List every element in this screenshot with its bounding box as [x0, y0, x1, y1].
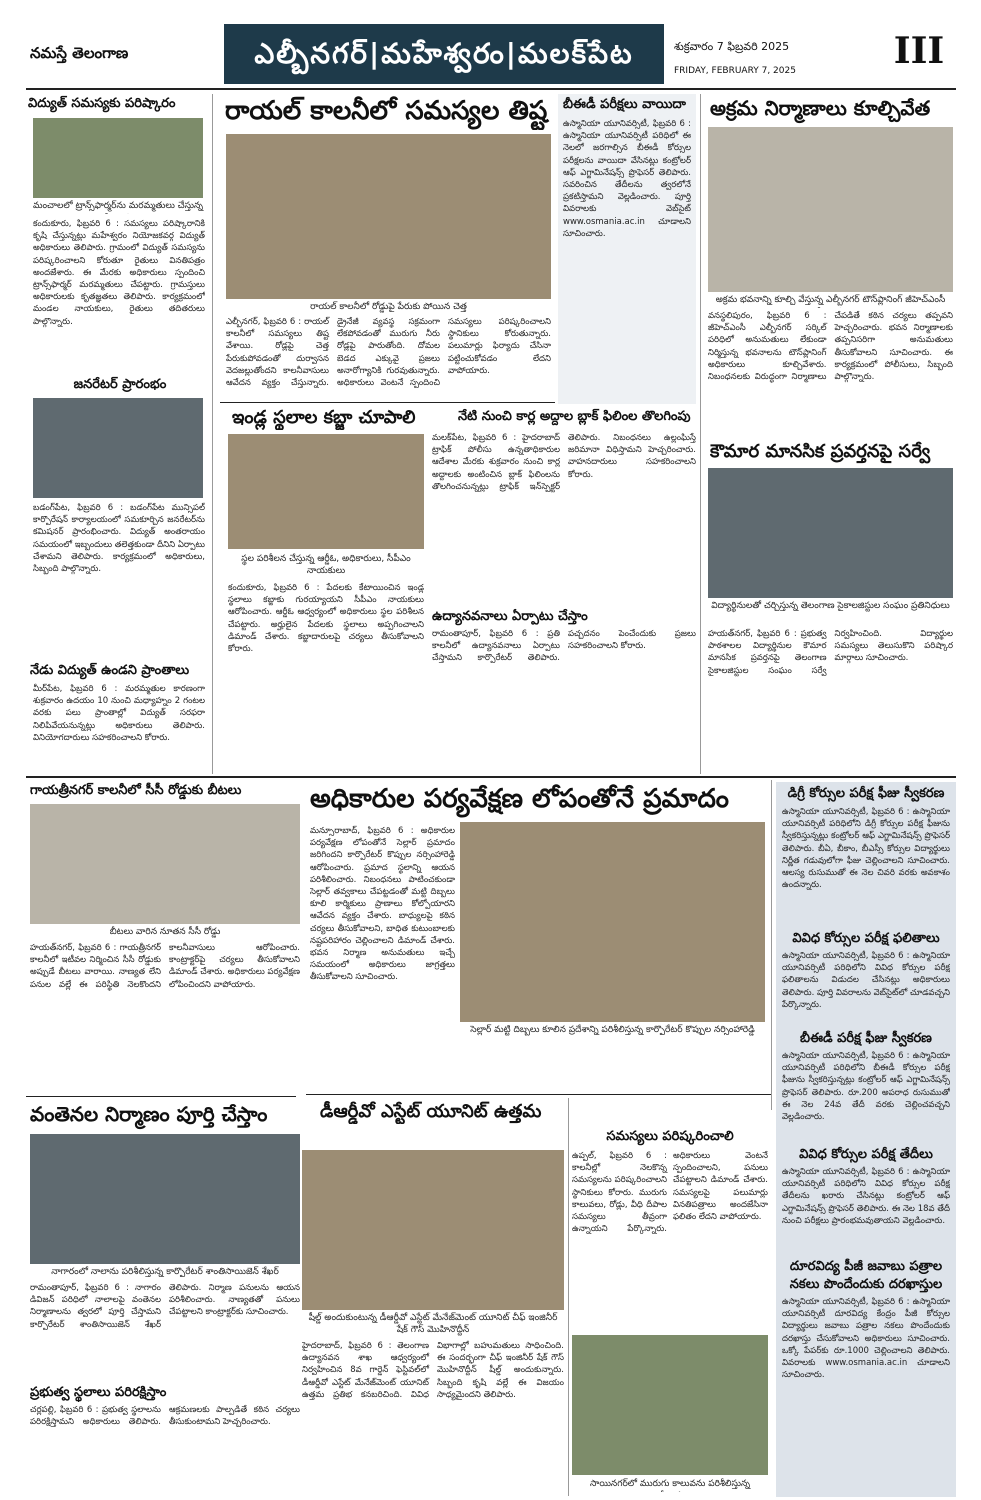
- headline-answer-copies: దూరవిద్య పీజీ జవాబు పత్రాల నకలు పొందేందుకు దరఖాస్తుల: [789, 1259, 943, 1292]
- article-drdo: హైదరాబాద్, ఫిబ్రవరి 6 : తెలంగాణ ఉద్యానవన శాఖ ఆధ్వర్యంలో నిర్వహించిన 8వ గార్డెన్ ఫెస్టివల్‌లో డీఆర్డీవో ఎస్టేట్ మేనేజ్‌మెంట్ యూనిట్ ఉత్తమ ప్రతిభ కనబరిచింది. వివిధ విభాగాల్లో బహుమతులు సాధించింది. ఈ సందర్భంగా చీఫ్ ఇంజినీర్ షేక్ గౌస్ మొహినొద్దీన్ షీల్డ్ అందుకున్నారు. సిబ్బంది కృషి వల్లే ఈ విజయం సాధ్యమైందని తెలిపారు.: [302, 1341, 564, 1400]
- article-supervision-accident: మన్సూరాబాద్, ఫిబ్రవరి 6 : అధికారుల పర్యవేక్షణ లోపంతోనే సెల్లార్ ప్రమాదం జరిగిందని కార్పొరేటర్ కొప్పుల నర్సింహారెడ్డి ఆరోపించారు. ప్రమాద స్థలాన్ని ఆయన పరిశీలించారు. నిబంధనలు పాటించకుండా సెల్లార్ తవ్వకాలు చేపట్టడంతో మట్టి దిబ్బలు కూలి కార్మికులు ప్రాణాలు కోల్పోయారని ఆవేదన వ్యక్తం చేశారు. బాధ్యులపై కఠిన చర్యలు తీసుకోవాలని, బాధిత కుటుంబాలకు నష్టపరిహారం చెల్లించాలని డిమాండ్ చేశారు. భవన నిర్మాణ అనుమతులు ఇచ్చే సమయంలో అధికారులు జాగ్రత్తలు తీసుకోవాలని సూచించారు.: [310, 826, 455, 983]
- article-bridges: రామంతాపూర్, ఫిబ్రవరి 6 : నాగారం డివిజన్ పరిధిలో నాలాలపై వంతెనల నిర్మాణాలను త్వరలో పూర్తి చేస్తామని కార్పొరేటర్ శాంతిసాయిజెన్ శేఖర్ తెలిపారు. నిర్మాణ పనులను ఆయన పరిశీలించారు. నాణ్యతతో పనులు చేపట్టాలని కాంట్రాక్టర్‌కు సూచించారు.: [30, 1283, 300, 1330]
- article-solve-problems: ఉప్పల్, ఫిబ్రవరి 6 : కాలనీల్లో నెలకొన్న సమస్యలను పరిష్కరించాలని స్థానికులు కోరారు. మురుగు కాలువలు, రోడ్లు, వీధి దీపాల సమస్యలు తీవ్రంగా ఉన్నాయని పేర్కొన్నారు. అధికారులు వెంటనే స్పందించాలని, పనులు చేపట్టాలని డిమాండ్ చేశారు. సమస్యలపై పలుమార్లు వినతిపత్రాలు అందజేసినా ఫలితం లేదని వాపోయారు.: [572, 1151, 768, 1235]
- page-number: III: [893, 30, 945, 72]
- headline-solve-problems: సమస్యలు పరిష్కరించాలి: [606, 1129, 734, 1144]
- article-black-film: మలక్‌పేట, ఫిబ్రవరి 6 : హైదరాబాద్ ట్రాఫిక్ పోలీసు ఉన్నతాధికారుల ఆదేశాల మేరకు శుక్రవారం నుంచి కార్ల అద్దాలకు అంటించిన బ్లాక్ ఫిలింలను తొలగించనున్నట్లు ట్రాఫిక్ ఇన్‌స్పెక్టర్ తెలిపారు. నిబంధనలు ఉల్లంఘిస్తే జరిమానా విధిస్తామని హెచ్చరించారు. వాహనదారులు సహకరించాలని కోరారు.: [432, 433, 696, 492]
- column-divider: [212, 94, 213, 774]
- headline-degree-fee: డిగ్రీ కోర్సుల పరీక్ష ఫీజు స్వీకరణ: [787, 786, 945, 801]
- headline-parks: ఉద్యానవనాలు ఏర్పాటు చేస్తాం: [432, 609, 588, 624]
- article-parks: రామంతాపూర్, ఫిబ్రవరి 6 : ప్రతి కాలనీలో ఉద్యానవనాలు ఏర్పాటు చేస్తామని కార్పొరేటర్ తెలిపారు. పచ్చదనం పెంచేందుకు ప్రజలు సహకరించాలని కోరారు.: [432, 629, 696, 664]
- section-rule: [306, 1094, 771, 1095]
- headline-adolescent-survey: కౌమార మానసిక ప్రవర్తనపై సర్వే: [710, 441, 931, 462]
- caption-transformer: మంచాలలో ట్రాన్స్‌ఫార్మర్‌ను మరమ్మతులు చేస్తున్న: [32, 201, 204, 211]
- headline-results: వివిధ కోర్సుల పరీక్ష ఫలితాలు: [792, 931, 940, 946]
- headline-black-film: నేటి నుంచి కార్ల అద్దాల బ్లాక్ ఫిలింల తొలగింపు: [458, 409, 691, 424]
- section-rule: [26, 1096, 296, 1097]
- photo-garbage-road: [226, 134, 551, 299]
- headline-power-issue: విద్యుత్ సమస్యకు పరిష్కారం: [28, 96, 176, 111]
- article-cc-road: హయత్‌నగర్, ఫిబ్రవరి 6 : గాయత్రీనగర్ కాలనీలో ఇటీవల నిర్మించిన సీసీ రోడ్డుకు అప్పుడే బీటలు వారాయి. నాణ్యత లేని పనుల వల్లే ఈ పరిస్థితి నెలకొందని కాలనీవాసులు ఆరోపించారు. కాంట్రాక్టర్‌పై చర్యలు తీసుకోవాలని డిమాండ్ చేశారు. అధికారులు పర్యవేక్షణ లోపించిందని వాపోయారు.: [30, 943, 300, 990]
- headline-govt-lands: ప్రభుత్వ స్థలాలు పరిరక్షిస్తాం: [30, 1385, 167, 1400]
- section-rule: [26, 776, 956, 778]
- headline-bed-fee: బీఈడీ పరీక్ష ఫీజు స్వీకరణ: [800, 1031, 932, 1046]
- caption-nala: నాగారంలో నాలాను పరిశీలిస్తున్న కార్పొరేటర్ శాంతిసాయిజెన్ శేఖర్: [51, 1267, 279, 1277]
- caption-garbage: రాయల్ కాలనీలో రోడ్డుపై పేరుకు పోయిన చెత్త: [310, 302, 467, 312]
- photo-students-survey: [708, 468, 953, 598]
- caption-road: బీటలు వారిన నూతన సీసీ రోడ్డు: [109, 927, 221, 937]
- article-adolescent-survey: హయత్‌నగర్, ఫిబ్రవరి 6 : ప్రభుత్వ పాఠశాలల విద్యార్థినుల కౌమార మానసిక ప్రవర్తనపై తెలంగాణ సైకాలజిస్టుల సంఘం సర్వే నిర్వహించింది. విద్యార్థుల సమస్యలు తెలుసుకొని పరిష్కార మార్గాలు సూచించారు.: [708, 629, 953, 676]
- caption-drain: సాయినగర్‌లో మురుగు కాలువను పరిశీలిస్తున్న: [590, 1479, 750, 1489]
- article-results: ఉస్మానియా యూనివర్సిటీ, ఫిబ్రవరి 6 : ఉస్మానియా యూనివర్సిటీ పరిధిలోని వివిధ కోర్సుల పరీక్ష ఫలితాలను విడుదల చేసినట్లు అధికారులు తెలిపారు. పూర్తి వివరాలను వెబ్‌సైట్‌లో చూడవచ్చని పేర్కొన్నారు.: [782, 951, 950, 1010]
- headline-supervision-accident: అధికారుల పర్యవేక్షణ లోపంతోనే ప్రమాదం: [310, 784, 729, 814]
- article-house-sites: కందుకూరు, ఫిబ్రవరి 6 : పేదలకు కేటాయించిన ఇండ్ల స్థలాలు కబ్జాకు గురయ్యాయని సీపీఎం నాయకులు ఆరోపించారు. ఆర్డీఓ ఆధ్వర్యంలో అధికారులు స్థల పరిశీలన చేపట్టారు. అర్హులైన పేదలకు స్థలాలు అప్పగించాలని డిమాండ్ చేశారు. కబ్జాదారులపై చర్యలు తీసుకోవాలని కోరారు.: [228, 583, 424, 655]
- article-generator: బడంగ్‌పేట, ఫిబ్రవరి 6 : బడంగ్‌పేట మున్సిపల్ కార్పొరేషన్ కార్యాలయంలో సమకూర్చిన జనరేటర్‌ను కమిషనర్ ప్రారంభించారు. విద్యుత్ అంతరాయం సమయంలో ఇబ్బందులు తలెత్తకుండా దీనిని ఏర్పాటు చేశామని తెలిపారు. కార్యక్రమంలో అధికారులు, సిబ్బంది పాల్గొన్నారు.: [33, 503, 205, 575]
- section-rule: [220, 402, 555, 403]
- caption-site-inspection: స్థల పరిశీలన చేస్తున్న ఆర్డీఓ, అధికారులు, సీపీఎం నాయకులు: [241, 554, 411, 576]
- photo-drain-inspection: [572, 1335, 768, 1475]
- article-bed-fee: ఉస్మానియా యూనివర్సిటీ, ఫిబ్రవరి 6 : ఉస్మానియా యూనివర్సిటీ పరిధిలోని బీఈడీ కోర్సుల పరీక్ష ఫీజును స్వీకరిస్తున్నట్లు కంట్రోలర్ ఆఫ్ ఎగ్జామినేషన్స్ ప్రొఫెసర్ తెలిపారు. రూ.200 అపరాధ రుసుముతో ఈ నెల 24వ తేదీ వరకు చెల్లించవచ్చని వెల్లడించారు.: [782, 1051, 950, 1123]
- article-royal-colony: ఎల్బీనగర్, ఫిబ్రవరి 6 : రాయల్ కాలనీలో సమస్యలు తిష్ట వేశాయి. రోడ్లపై చెత్త పేరుకుపోవడంతో దుర్వాసన వెదజల్లుతోందని కాలనీవాసులు ఆవేదన వ్యక్తం చేస్తున్నారు. డ్రైనేజీ వ్యవస్థ సక్రమంగా లేకపోవడంతో మురుగు నీరు రోడ్లపై పారుతోంది. దోమల బెడద ఎక్కువై ప్రజలు అనారోగ్యానికి గురవుతున్నారు. అధికారులు వెంటనే స్పందించి సమస్యలు పరిష్కరించాలని స్థానికులు కోరుతున్నారు. పలుమార్లు ఫిర్యాదు చేసినా పట్టించుకోవడం లేదని వాపోయారు.: [226, 317, 551, 389]
- caption-award: షీల్డ్ అందుకుంటున్న డీఆర్డీవో ఎస్టేట్ మేనేజ్‌మెంట్ యూనిట్ చీఫ్ ఇంజినీర్ షేక్ గౌస్ మొహినొద్దీన్: [308, 1313, 558, 1335]
- photo-site-inspection: [228, 434, 424, 549]
- photo-generator: [33, 398, 203, 498]
- headline-royal-colony: రాయల్ కాలనీలో సమస్యల తిష్ట: [225, 96, 548, 126]
- headline-bed-postponed: బీఈడీ పరీక్షలు వాయిదా: [563, 97, 686, 112]
- article-exam-dates: ఉస్మానియా యూనివర్సిటీ, ఫిబ్రవరి 6 : ఉస్మానియా యూనివర్సిటీ పరిధిలోని వివిధ కోర్సుల పరీక్ష తేదీలను ఖరారు చేసినట్లు కంట్రోలర్ ఆఫ్ ఎగ్జామినేషన్స్ ప్రొఫెసర్ తెలిపారు. ఈ నెల 18వ తేదీ నుంచి పరీక్షలు ప్రారంభమవుతాయని వెల్లడించారు.: [782, 1167, 950, 1226]
- date-telugu: శుక్రవారం 7 ఫిబ్రవరి 2025: [674, 40, 790, 53]
- photo-cellar-collapse: [460, 822, 765, 1022]
- photo-demolition: [708, 127, 953, 292]
- article-power-cut-areas: మీర్‌పేట, ఫిబ్రవరి 6 : మరమ్మతుల కారణంగా శుక్రవారం ఉదయం 10 నుంచి మధ్యాహ్నం 2 గంటల వరకు పలు ప్రాంతాల్లో విద్యుత్ సరఫరా నిలిపివేయనున్నట్లు అధికారులు తెలిపారు. వినియోగదారులు సహకరించాలని కోరారు.: [33, 684, 205, 743]
- headline-illegal-constructions: అక్రమ నిర్మాణాలు కూల్చివేత: [710, 96, 931, 120]
- article-bed-postponed: ఉస్మానియా యూనివర్సిటీ, ఫిబ్రవరి 6 : ఉస్మానియా యూనివర్సిటీ పరిధిలో ఈ నెలలో జరగాల్సిన బీఈడీ కోర్సుల పరీక్షలను వాయిదా వేసినట్లు కంట్రోలర్ ఆఫ్ ఎగ్జామినేషన్స్ ప్రొఫెసర్ తెలిపారు. సవరించిన తేదీలను త్వరలోనే ప్రకటిస్తామని వెల్లడించారు. పూర్తి వివరాలకు వెబ్‌సైట్ www.osmania.ac.in చూడాలని సూచించారు.: [563, 119, 691, 239]
- article-govt-lands: చర్లపల్లి, ఫిబ్రవరి 6 : ప్రభుత్వ స్థలాలను పరిరక్షిస్తామని అధికారులు తెలిపారు. ఆక్రమణలకు పాల్పడితే కఠిన చర్యలు తీసుకుంటామని హెచ్చరించారు.: [30, 1405, 300, 1428]
- column-divider: [568, 1098, 569, 1496]
- caption-students: విద్యార్థినులతో చర్చిస్తున్న తెలంగాణ సైకాలజిస్టుల సంఘం ప్రతినిధులు: [711, 601, 950, 611]
- article-illegal-constructions: వనస్థలిపురం, ఫిబ్రవరి 6 : జీహెచ్‌ఎంసీ ఎల్బీనగర్ సర్కిల్ పరిధిలో అనుమతులు లేకుండా నిర్మిస్తున్న భవనాలను టౌన్‌ప్లానింగ్ అధికారులు కూల్చివేశారు. నిబంధనలకు విరుద్ధంగా నిర్మాణాలు చేపడితే కఠిన చర్యలు తప్పవని హెచ్చరించారు. భవన నిర్మాణాలకు తప్పనిసరిగా అనుమతులు తీసుకోవాలని సూచించారు. ఈ కార్యక్రమంలో పోలీసులు, సిబ్బంది పాల్గొన్నారు.: [708, 311, 953, 383]
- headline-exam-dates: వివిధ కోర్సుల పరీక్ష తేదీలు: [799, 1147, 933, 1162]
- headline-drdo: డీఆర్డీవో ఎస్టేట్ యూనిట్ ఉత్తమ: [320, 1101, 542, 1122]
- date-english: FRIDAY, FEBRUARY 7, 2025: [674, 66, 796, 76]
- photo-nala-inspection: [30, 1134, 300, 1264]
- article-power-issue: కందుకూరు, ఫిబ్రవరి 6 : సమస్యలు పరిష్కారానికి కృషి చేస్తున్నట్లు మహేశ్వరం నియోజకవర్గ విద్యుత్ అధికారులు తెలిపారు. గ్రామంలో విద్యుత్ సమస్యను పరిష్కరించాలని కోరుతూ రైతులు వినతిపత్రం అందజేశారు. ఈ మేరకు అధికారులు స్పందించి ట్రాన్స్‌ఫార్మర్ మరమ్మతులు చేపట్టారు. గ్రామస్తులు అధికారులకు కృతజ్ఞతలు తెలిపారు. కార్యక్రమంలో మండల నాయకులు, రైతులు తదితరులు పాల్గొన్నారు.: [33, 219, 205, 327]
- headline-power-cut-areas: నేడు విద్యుత్ ఉండని ప్రాంతాలు: [30, 663, 190, 678]
- column-divider: [771, 780, 772, 1110]
- headline-cc-road-cracks: గాయత్రీనగర్ కాలనీలో సీసీ రోడ్డుకు బీటలు: [30, 783, 242, 798]
- column-divider: [700, 94, 701, 774]
- headline-bridges: వంతెనల నిర్మాణం పూర్తి చేస్తాం: [30, 1102, 268, 1126]
- headline-generator: జనరేటర్ ప్రారంభం: [73, 377, 167, 392]
- newspaper-brand: నమస్తే తెలంగాణ: [30, 44, 129, 62]
- caption-demolition: అక్రమ భవనాన్ని కూల్చి వేస్తున్న ఎల్బీనగర్ టౌన్‌ప్లానింగ్ జీహెచ్‌ఎంసీ: [715, 295, 946, 305]
- photo-transformer-repair: [33, 118, 203, 198]
- photo-cracked-road: [30, 804, 300, 924]
- caption-cellar: సెల్లార్ మట్టి దిబ్బలు కూలిన ప్రదేశాన్ని పరిశీలిస్తున్న కార్పొరేటర్ కొప్పుల నర్సింహారెడ్డి: [470, 1025, 755, 1035]
- article-degree-fee: ఉస్మానియా యూనివర్సిటీ, ఫిబ్రవరి 6 : ఉస్మానియా యూనివర్సిటీ పరిధిలోని డిగ్రీ కోర్సుల పరీక్ష ఫీజును స్వీకరిస్తున్నట్లు కంట్రోలర్ ఆఫ్ ఎగ్జామినేషన్స్ ప్రొఫెసర్ తెలిపారు. బీఏ, బీకాం, బీఎస్సీ కోర్సుల విద్యార్థులు నిర్ణీత గడువులోగా ఫీజు చెల్లించాలని సూచించారు. ఆలస్య రుసుముతో ఈ నెల చివరి వరకు అవకాశం ఉందన్నారు.: [782, 807, 950, 891]
- photo-garden-festival-award: [302, 1150, 564, 1310]
- masthead-rule: [26, 88, 956, 90]
- edition-masthead: ఎల్బీనగర్|మహేశ్వరం|మలక్‌పేట: [224, 24, 664, 84]
- article-answer-copies: ఉస్మానియా యూనివర్సిటీ, ఫిబ్రవరి 6 : ఉస్మానియా యూనివర్సిటీ దూరవిద్య కేంద్రం పీజీ కోర్సుల విద్యార్థులు జవాబు పత్రాల నకలు పొందేందుకు దరఖాస్తు చేసుకోవాలని అధికారులు సూచించారు. ఒక్కో పేపర్‌కు రూ.1000 చెల్లించాలని తెలిపారు. వివరాలకు www.osmania.ac.in చూడాలని సూచించారు.: [782, 1297, 950, 1381]
- headline-house-sites: ఇండ్ల స్థలాల కబ్జా చూపాలి: [232, 407, 416, 428]
